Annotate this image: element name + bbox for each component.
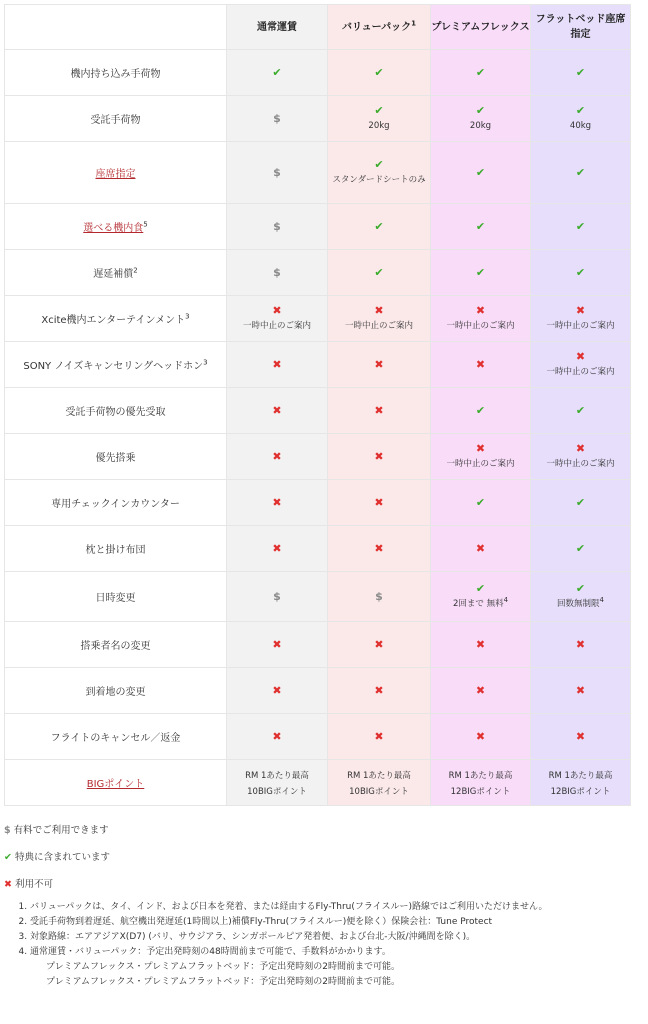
check-icon: ✔: [272, 65, 282, 79]
check-icon: ✔: [575, 403, 586, 417]
table-row: [5, 714, 631, 760]
check-icon: ✔: [575, 495, 586, 509]
usd-icon: $: [273, 111, 281, 125]
table-cell: [431, 572, 531, 622]
table-cell: [531, 622, 631, 668]
table-cell: [531, 204, 631, 250]
cross-icon: ✖: [575, 441, 586, 455]
row-label: [5, 96, 227, 142]
table-cell: [531, 388, 631, 434]
footnote-ref: 2: [133, 266, 138, 275]
table-row: [5, 204, 631, 250]
cross-icon: ✖: [374, 357, 384, 371]
cross-icon: ✖: [272, 449, 282, 463]
check-icon: ✔: [475, 581, 486, 595]
check-icon: ✔: [475, 495, 486, 509]
cross-icon: ✖: [475, 541, 486, 555]
table-cell: [328, 296, 431, 342]
cross-icon: ✖: [272, 403, 282, 417]
cell-text: 40kg: [569, 120, 592, 131]
table-cell: [431, 760, 531, 806]
cross-icon: ✖: [374, 303, 384, 317]
row-label: [5, 250, 227, 296]
legend-cross-text: 利用不可: [14, 879, 53, 890]
table-cell: [531, 96, 631, 142]
cross-icon: ✖: [575, 729, 586, 743]
table-row: [5, 296, 631, 342]
table-cell: [431, 342, 531, 388]
cross-icon: ✖: [475, 357, 486, 371]
table-cell: [328, 204, 431, 250]
row-label-text: 優先搭乗: [95, 453, 136, 464]
cell-text: 20kg: [469, 120, 492, 131]
row-label[interactable]: [5, 760, 227, 806]
check-icon: ✔: [4, 852, 12, 863]
header-regular-fare: 通常運賃: [227, 5, 328, 50]
cross-icon: ✖: [374, 729, 384, 743]
table-cell: [328, 622, 431, 668]
usd-icon: $: [273, 219, 281, 233]
fare-comparison-table: [4, 4, 631, 806]
table-cell: [431, 434, 531, 480]
table-row: [5, 50, 631, 96]
table-cell: [431, 668, 531, 714]
table-row: [5, 96, 631, 142]
footnote-4: 4. 通常運賃・バリューパック：予定出発時刻の48時間前まで可能で、手数料がかかります。 プレミアムフレックス・プレミアムフラットベッド：予定出発時刻の2時間前まで可能。 プレミアムフレックス・プレミアムフラットベッド：予定出発時刻の2時間前まで可能。: [30, 945, 648, 990]
table-cell: [431, 622, 531, 668]
cross-icon: ✖: [374, 495, 384, 509]
table-cell: [328, 96, 431, 142]
row-label: [5, 296, 227, 342]
footnote-ref: 4: [599, 595, 604, 604]
row-label-text: 遅延補償: [93, 269, 134, 280]
cell-text: 一時中止のご案内: [446, 458, 515, 469]
row-label[interactable]: [5, 142, 227, 204]
check-icon: ✔: [575, 103, 586, 117]
row-label: [5, 388, 227, 434]
row-label-link[interactable]: 選べる機内食: [83, 223, 144, 234]
check-icon: ✔: [575, 65, 586, 79]
check-icon: ✔: [475, 265, 486, 279]
footnotes: [4, 900, 648, 990]
table-cell: [531, 434, 631, 480]
row-label-text: 枕と掛け布団: [85, 545, 146, 556]
row-label-text: フライトのキャンセル／返金: [50, 733, 181, 744]
row-label: [5, 50, 227, 96]
table-cell: [531, 668, 631, 714]
table-cell: [328, 388, 431, 434]
legend-usd-text: 有料でご利用できます: [13, 825, 109, 836]
row-label-text: 専用チェックインカウンター: [51, 499, 180, 510]
cross-icon: ✖: [272, 357, 282, 371]
cell-text: 一時中止のご案内: [242, 320, 311, 331]
table-cell: [227, 204, 328, 250]
table-cell: [431, 480, 531, 526]
footnote-2: 2. 受託手荷物到着遅延、航空機出発遅延(1時間以上)補償Fly-Thru(フライスルー)便を除く）保険会社：Tune Protect: [30, 915, 648, 930]
table-cell: [227, 714, 328, 760]
header-value-pack: バリューパック$^1$: [328, 5, 431, 50]
cell-text: 一時中止のご案内: [546, 320, 615, 331]
check-icon: ✔: [475, 403, 486, 417]
table-cell: [531, 296, 631, 342]
cross-icon: ✖: [575, 683, 586, 697]
table-cell: [227, 668, 328, 714]
cross-icon: ✖: [272, 637, 282, 651]
footnote-3: 3. 対象路線：エアアジアX(D7) (バリ、サウジアラ、シンガポールピア発着便、および台北-大阪/沖縄間を除く)。: [30, 930, 648, 945]
cell-text: RM 1あたり最高10BIGポイント: [347, 770, 411, 797]
cell-text: 一時中止のご案内: [446, 320, 515, 331]
cell-text: RM 1あたり最高10BIGポイント: [245, 770, 309, 797]
table-cell: [431, 96, 531, 142]
cross-icon: ✖: [374, 683, 384, 697]
header-blank: [5, 5, 227, 50]
footnote-1: 1. バリューパックは、タイ、インド、および日本を発着、または経由するFly-Thru(フライスルー)路線ではご利用いただけません。: [30, 900, 648, 915]
table-cell: [328, 434, 431, 480]
table-cell: [227, 388, 328, 434]
table-cell: [431, 526, 531, 572]
usd-icon: $: [273, 265, 281, 279]
check-icon: ✔: [475, 103, 486, 117]
footnote-ref: 4: [503, 595, 509, 604]
table-row: [5, 480, 631, 526]
legend-check: [4, 849, 110, 863]
cross-icon: ✖: [374, 449, 384, 463]
table-cell: [431, 296, 531, 342]
check-icon: ✔: [374, 157, 384, 171]
cross-icon: ✖: [4, 879, 12, 890]
check-icon: ✔: [575, 265, 586, 279]
table-cell: [531, 526, 631, 572]
legend-check-text: 特典に含まれています: [14, 852, 110, 863]
cell-text: 一時中止のご案内: [546, 366, 615, 377]
legend-cross: [4, 876, 53, 890]
table-cell: [431, 142, 531, 204]
table-cell: [227, 142, 328, 204]
row-label: [5, 572, 227, 622]
table-cell: [431, 714, 531, 760]
cell-text: スタンダードシートのみ: [332, 174, 426, 185]
cross-icon: ✖: [272, 495, 282, 509]
usd-icon: $: [273, 165, 281, 179]
footnote-4-line-3: プレミアムフレックス・プレミアムフラットベッド：予定出発時刻の2時間前まで可能。: [46, 977, 401, 987]
cross-icon: ✖: [374, 637, 384, 651]
footnote-ref: 3: [203, 358, 208, 367]
row-label: [5, 342, 227, 388]
table-cell: [531, 50, 631, 96]
row-label-text: 搭乗者名の変更: [80, 641, 151, 652]
header-premium-flatbed: フラットベッド座席指定: [531, 5, 631, 50]
cross-icon: ✖: [575, 303, 586, 317]
cell-text: 一時中止のご案内: [546, 458, 615, 469]
row-label: [5, 622, 227, 668]
cross-icon: ✖: [475, 683, 486, 697]
table-cell: [531, 342, 631, 388]
cross-icon: ✖: [475, 441, 486, 455]
table-cell: [328, 668, 431, 714]
table-cell: [227, 480, 328, 526]
header-row: [5, 5, 631, 50]
cross-icon: ✖: [272, 303, 282, 317]
cross-icon: ✖: [272, 729, 282, 743]
table-row: [5, 250, 631, 296]
cross-icon: ✖: [374, 403, 384, 417]
row-label-text: 日時変更: [95, 593, 136, 604]
table-row: [5, 622, 631, 668]
table-row: [5, 572, 631, 622]
cell-text: RM 1あたり最高12BIGポイント: [548, 770, 613, 797]
table-cell: [531, 760, 631, 806]
check-icon: ✔: [575, 165, 586, 179]
table-row: [5, 142, 631, 204]
cell-text: 20kg: [368, 120, 390, 131]
table-cell: [431, 250, 531, 296]
row-label-text: Xcite機内エンターテインメント: [41, 315, 186, 326]
cell-text: 一時中止のご案内: [344, 320, 413, 331]
row-label: [5, 480, 227, 526]
table-cell: [227, 342, 328, 388]
row-label-text: 到着地の変更: [85, 687, 146, 698]
cross-icon: ✖: [272, 541, 282, 555]
legend-usd: [4, 822, 109, 836]
table-cell: [227, 96, 328, 142]
table-cell: [431, 50, 531, 96]
row-label[interactable]: [5, 204, 227, 250]
header-premium-flex: プレミアムフレックス: [431, 5, 531, 50]
check-icon: ✔: [575, 581, 586, 595]
cross-icon: ✖: [475, 303, 486, 317]
cross-icon: ✖: [374, 541, 384, 555]
table-cell: [227, 622, 328, 668]
table-cell: [227, 760, 328, 806]
table-cell: [328, 142, 431, 204]
table-cell: [227, 526, 328, 572]
table-row: [5, 760, 631, 806]
row-label-text: 受託手荷物: [90, 115, 141, 126]
table-cell: [328, 342, 431, 388]
table-row: [5, 342, 631, 388]
check-icon: ✔: [374, 265, 384, 279]
table-cell: [328, 50, 431, 96]
row-label: [5, 526, 227, 572]
footnote-4-line-2: プレミアムフレックス・プレミアムフラットベッド：予定出発時刻の2時間前まで可能。: [46, 962, 401, 972]
usd-icon: $: [273, 589, 281, 603]
table-cell: [328, 480, 431, 526]
table-cell: [328, 526, 431, 572]
usd-icon: $: [4, 825, 11, 836]
cross-icon: ✖: [475, 637, 486, 651]
table-cell: [531, 142, 631, 204]
footnote-ref: 3: [185, 312, 190, 321]
row-label-text: 受託手荷物の優先受取: [65, 407, 166, 418]
check-icon: ✔: [475, 219, 486, 233]
footnote-ref: 5: [143, 220, 148, 229]
table-cell: [227, 296, 328, 342]
table-cell: [531, 480, 631, 526]
check-icon: ✔: [475, 65, 486, 79]
check-icon: ✔: [575, 541, 586, 555]
row-label: [5, 714, 227, 760]
row-label: [5, 668, 227, 714]
cell-text: 回数無制限$^4$: [557, 595, 604, 609]
table-cell: [531, 572, 631, 622]
cross-icon: ✖: [575, 637, 586, 651]
check-icon: ✔: [374, 219, 384, 233]
table-cell: [227, 50, 328, 96]
row-label: [5, 434, 227, 480]
check-icon: ✔: [475, 165, 486, 179]
table-cell: [431, 388, 531, 434]
table-cell: [328, 250, 431, 296]
row-label-text: SONY ノイズキャンセリングヘッドホン: [23, 361, 204, 372]
table-cell: [227, 572, 328, 622]
cross-icon: ✖: [475, 729, 486, 743]
table-row: [5, 526, 631, 572]
table-row: [5, 434, 631, 480]
check-icon: ✔: [374, 65, 384, 79]
cell-text: 2回まで 無料$^4$: [452, 595, 509, 609]
row-label-text: 機内持ち込み手荷物: [70, 69, 161, 80]
table-row: [5, 388, 631, 434]
check-icon: ✔: [575, 219, 586, 233]
table-cell: [531, 250, 631, 296]
table-row: [5, 668, 631, 714]
cell-text: RM 1あたり最高12BIGポイント: [448, 770, 513, 797]
row-label-link[interactable]: BIGポイント: [86, 779, 145, 790]
check-icon: ✔: [374, 103, 384, 117]
table-cell: [227, 434, 328, 480]
row-label-link[interactable]: 座席指定: [95, 169, 136, 180]
cross-icon: ✖: [272, 683, 282, 697]
cross-icon: ✖: [575, 349, 586, 363]
table-cell: [531, 714, 631, 760]
table-cell: [328, 714, 431, 760]
table-cell: [227, 250, 328, 296]
table-cell: [328, 760, 431, 806]
table-cell: [431, 204, 531, 250]
usd-icon: $: [375, 589, 383, 603]
table-cell: [328, 572, 431, 622]
